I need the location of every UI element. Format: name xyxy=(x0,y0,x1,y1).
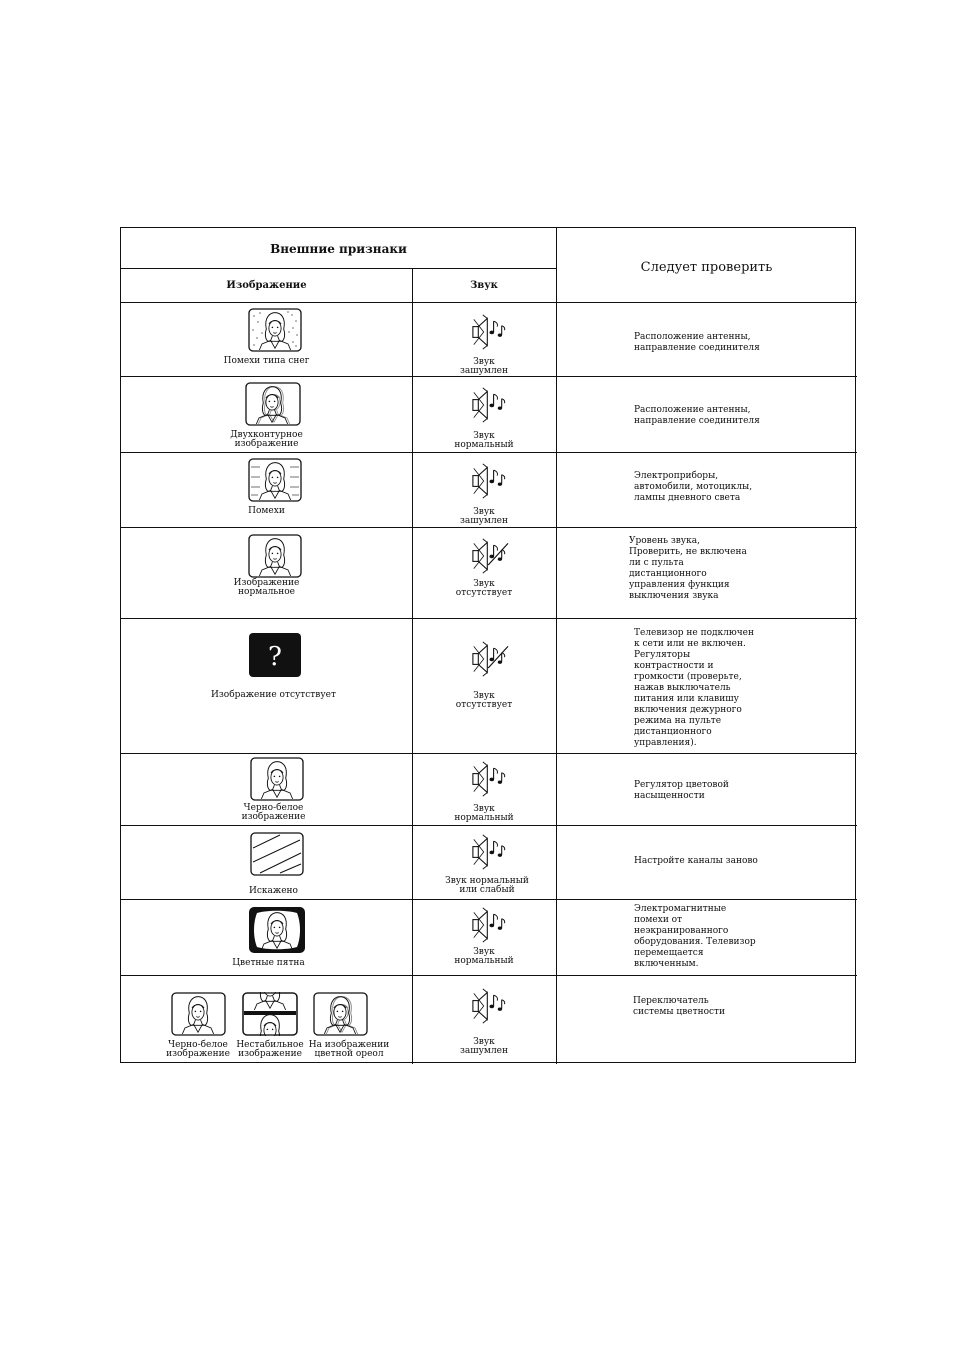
tv-face-icon xyxy=(250,757,304,801)
check-text: Переключатель системы цветности xyxy=(633,996,726,1017)
picture-caption: Помехи xyxy=(248,506,285,516)
sound-caption: Звук отсутствует xyxy=(455,691,513,710)
tv-rolling-icon xyxy=(242,992,298,1036)
speaker-note-icon xyxy=(470,907,510,947)
picture-caption: Цветные пятна xyxy=(232,958,305,968)
check-text: Электроприборы, автомобили, мотоциклы, лампы дневного света xyxy=(634,471,753,503)
check-text: Настройте каналы заново xyxy=(634,856,758,866)
picture-caption: Двухконтурное изображение xyxy=(230,430,303,449)
sound-caption: Звук зашумлен xyxy=(460,357,508,376)
tv-face-halo-icon xyxy=(313,992,368,1036)
speaker-note-icon xyxy=(470,761,510,801)
picture-caption: Нестабильное изображение xyxy=(236,1040,304,1059)
sound-caption: Звук зашумлен xyxy=(460,507,508,526)
check-text: Расположение антенны, направление соединителя xyxy=(634,405,760,426)
check-text: Регулятор цветовой насыщенности xyxy=(634,780,729,801)
troubleshooting-table xyxy=(120,227,856,1063)
header-sound: Звук xyxy=(470,280,498,291)
check-text: Расположение антенны, направление соединителя xyxy=(634,332,760,353)
sound-caption: Звук отсутствует xyxy=(455,579,513,598)
speaker-muted-icon xyxy=(470,538,510,578)
tv-face-ghost-icon xyxy=(245,382,301,426)
sound-caption: Звук нормальный xyxy=(454,804,514,823)
picture-caption: На изображении цветной ореол xyxy=(308,1040,390,1059)
picture-caption: Черно-белое изображение xyxy=(166,1040,230,1059)
picture-caption: Изображение отсутствует xyxy=(211,690,336,700)
speaker-note-icon xyxy=(470,834,510,874)
check-text: Телевизор не подключен к сети или не включен. Регуляторы контрастности и громкости (проверьте, нажав выключатель питания или клавишу включения дежурного режима на пульте дистанционного управления). xyxy=(634,628,754,748)
speaker-note-icon xyxy=(470,387,510,427)
tv-face-snow-icon xyxy=(248,308,302,352)
check-text: Уровень звука, Проверить, не включена ли с пульта дистанционного управления функция выключения звука xyxy=(629,536,747,601)
tv-face-icon xyxy=(248,534,302,578)
picture-caption: Черно-белое изображение xyxy=(241,803,306,822)
sound-caption: Звук нормальный или слабый xyxy=(445,876,529,895)
sound-caption: Звук нормальный xyxy=(454,947,514,966)
header-check: Следует проверить xyxy=(640,260,773,275)
speaker-note-icon xyxy=(470,988,510,1028)
speaker-note-icon xyxy=(470,314,510,354)
check-text: Электромагнитные помехи от неэкранированного оборудования. Телевизор перемещается включенным. xyxy=(634,904,756,969)
question-mark: ? xyxy=(268,642,282,672)
tv-face-spots-icon xyxy=(249,907,305,953)
sound-caption: Звук нормальный xyxy=(454,431,514,450)
header-picture: Изображение xyxy=(226,280,307,291)
speaker-note-icon xyxy=(470,463,510,503)
tv-face-noise-icon xyxy=(248,458,302,502)
picture-caption: Изображение нормальное xyxy=(233,578,300,597)
picture-caption: Помехи типа снег xyxy=(223,356,310,366)
header-symptoms: Внешние признаки xyxy=(270,242,407,256)
speaker-muted-icon xyxy=(470,641,510,681)
picture-caption: Искажено xyxy=(249,886,298,896)
tv-distorted-icon xyxy=(250,832,304,876)
tv-question-icon xyxy=(249,633,301,677)
sound-caption: Звук зашумлен xyxy=(460,1037,508,1056)
tv-face-icon xyxy=(171,992,226,1036)
